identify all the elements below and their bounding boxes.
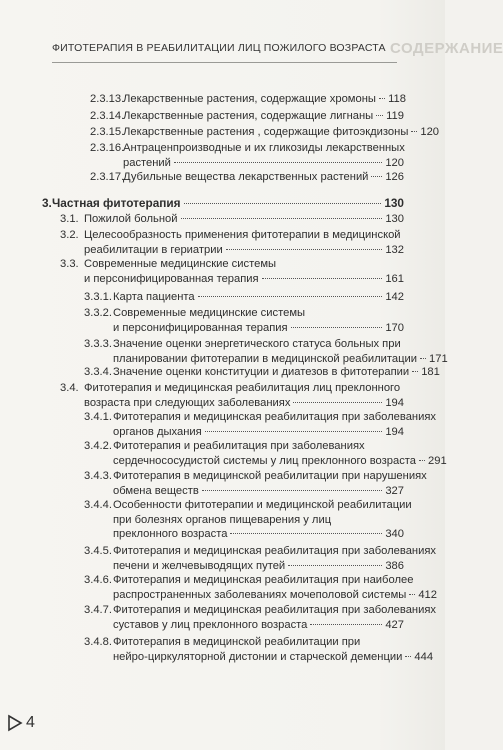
dot-leader [198, 296, 383, 297]
toc-entry-number: 3.3. [60, 258, 79, 270]
toc-entry-page-number: 171 [429, 352, 448, 365]
page-folio [8, 714, 35, 732]
toc-entry-title-line: Фитотерапия в медицинской реабилитации при нарушениях [113, 470, 427, 482]
facing-page-title-fragment: СОДЕРЖАНИЕ [390, 40, 503, 57]
dot-leader [310, 624, 382, 625]
toc-entry-title-line: растений [123, 156, 171, 169]
toc-entry-title-line: и персонифицированная терапия [84, 272, 259, 285]
toc-entry-title-line: и персонифицированная терапия [113, 321, 288, 334]
toc-entry-page-number: 194 [385, 396, 404, 409]
toc-entry-number: 3.3.2. [84, 307, 112, 319]
toc-entry-number: 3.2. [60, 229, 79, 241]
dot-leader [405, 656, 411, 657]
dot-leader [409, 594, 415, 595]
dot-leader [379, 98, 385, 99]
toc-entry-page-number: 170 [385, 321, 404, 334]
toc-entry-page-number: 427 [385, 618, 404, 631]
dot-leader [205, 431, 383, 432]
toc-entry-number: 3.3.3. [84, 338, 112, 350]
toc-entry-page-number: 194 [385, 425, 404, 438]
toc-entry-title-line: Карта пациента [113, 291, 195, 303]
toc-entry-title [113, 306, 404, 335]
dot-leader [226, 249, 383, 250]
toc-entry-title-line: Особенности фитотерапии и медицинской реабилитации [113, 499, 412, 511]
toc-entry-page-number: 444 [414, 650, 434, 663]
dot-leader [419, 460, 425, 461]
dot-leader [230, 533, 382, 534]
toc-entry-title [113, 603, 437, 632]
toc-entry-title [113, 290, 404, 305]
toc-entry-title [113, 469, 427, 498]
toc-entry-title-line: Фитотерапия и медицинская реабилитация лиц преклонного [84, 382, 401, 394]
toc-entry-title-line: Значение оценки энергетического статуса больных при [113, 338, 401, 350]
toc-entry-title-line: планировании фитотерапии в медицинской реабилитации [113, 352, 418, 365]
toc-entry-title-line: при болезнях органов пищеварения у лиц [113, 513, 332, 526]
toc-entry-number: 3.4. [60, 382, 79, 394]
toc-entry-page-number: 161 [385, 272, 404, 285]
triangle-right-icon [8, 715, 22, 731]
toc-entry-title-line: реабилитации в гериатрии [84, 243, 223, 256]
toc-entry-page-number: 126 [385, 171, 404, 183]
dot-leader [288, 565, 382, 566]
toc-entry-page-number: 181 [421, 366, 440, 378]
toc-entry-title [113, 365, 440, 380]
toc-entry-number: 3.4.1. [84, 411, 112, 423]
toc-entry-title [113, 498, 412, 542]
toc-entry-page-number: 340 [385, 528, 404, 540]
dot-leader [293, 402, 382, 403]
toc-entry-number: 3.4.6. [84, 574, 112, 586]
toc-entry-title-line: печени и желчевыводящих путей [113, 559, 286, 572]
toc-entry-page-number: 291 [428, 454, 447, 467]
toc-entry-number: 3.1. [60, 213, 79, 225]
toc-entry-title-line: суставов у лиц преклонного возраста [113, 618, 308, 631]
toc-entry-title-line: Лекарственные растения, содержащие лигнаны [123, 110, 374, 122]
toc-entry-title-line: возраста при следующих заболеваниях [84, 396, 291, 409]
toc-entry-number: 3.4.4. [84, 499, 112, 511]
dot-leader [371, 176, 382, 177]
toc-entry-title [123, 109, 404, 124]
toc-entry-title-line: обмена веществ [113, 484, 199, 497]
dot-leader [262, 278, 383, 279]
toc-entry-title [113, 337, 448, 366]
toc-entry-title [84, 212, 404, 227]
toc-entry-title-line: нейро-циркуляторной дистонии и старческой деменции [113, 650, 403, 663]
toc-entry-title-line: Фитотерапия и реабилитация при заболеваниях [113, 440, 365, 452]
toc-entry-number: 3.4.7. [84, 604, 112, 616]
toc-entry-page-number: 120 [420, 126, 440, 138]
toc-entry-title-line: сердечнососудистой системы у лиц преклонного возраста [113, 454, 417, 467]
toc-entry-title [84, 257, 404, 286]
toc-entry-number: 3.4.5. [84, 545, 112, 557]
toc-entry-page-number: 130 [384, 196, 404, 210]
toc-entry-title [52, 196, 404, 211]
running-title: ФИТОТЕРАПИЯ В РЕАБИЛИТАЦИИ ЛИЦ ПОЖИЛОГО ВОЗРАСТА [52, 42, 386, 54]
toc-entry-number: 3.3.1. [84, 291, 112, 303]
toc-entry-title [113, 439, 447, 468]
toc-entry-title-line: Фитотерапия и медицинская реабилитация при заболеваниях [113, 411, 437, 423]
dot-leader [411, 131, 417, 132]
toc-entry-number: 3.4.3. [84, 470, 112, 482]
toc-entry-title-line: Фитотерапия в медицинской реабилитации при [113, 636, 361, 648]
toc-entry-title [84, 228, 404, 257]
toc-entry-number: 3. [42, 196, 52, 210]
toc-entry-title [113, 544, 437, 573]
toc-entry-number: 3.4.8. [84, 636, 112, 648]
dot-leader [412, 371, 418, 372]
toc-entry-page-number: 120 [385, 156, 404, 169]
dot-leader [202, 490, 383, 491]
toc-entry-title [84, 381, 404, 410]
toc-entry-title-line: органов дыхания [113, 425, 202, 438]
toc-entry-title [123, 141, 404, 170]
dot-leader [291, 327, 383, 328]
toc-entry-title-line: Фитотерапия и медицинская реабилитация при наиболее [113, 574, 414, 586]
toc-entry-title-line: Пожилой больной [84, 213, 178, 225]
toc-entry-title-line: Современные медицинские системы [113, 307, 306, 319]
toc-entry-title-line: Лекарственные растения , содержащие фитоэкдизоны [123, 126, 409, 138]
toc-entry-number: 2.3.15. [90, 126, 125, 138]
toc-entry-title-line: Дубильные вещества лекарственных растений [123, 171, 369, 183]
dot-leader [420, 358, 426, 359]
toc-entry-title [113, 635, 434, 664]
toc-entry-title-line: Значение оценки конституции и диатезов в фитотерапии [113, 366, 410, 378]
toc-entry-title-line: Фитотерапия и медицинская реабилитация при заболеваниях [113, 604, 437, 616]
dot-leader [184, 203, 382, 204]
toc-entry-page-number: 130 [385, 213, 404, 225]
toc-entry-title [123, 125, 440, 140]
dot-leader [181, 218, 383, 219]
dot-leader [174, 162, 382, 163]
toc-entry-title-line: преклонного возраста [113, 528, 228, 540]
toc-entry-page-number: 132 [385, 243, 404, 256]
toc-entry-number: 2.3.17. [90, 171, 125, 183]
toc-entry-number: 2.3.14. [90, 110, 125, 122]
toc-entry-title-line: Частная фитотерапия [52, 196, 181, 210]
toc-entry-title [113, 410, 437, 439]
toc-entry-page-number: 412 [418, 588, 437, 601]
toc-entry-number: 2.3.13. [90, 93, 125, 105]
toc-entry-page-number: 142 [385, 291, 404, 303]
dot-leader [376, 115, 383, 116]
toc-entry-title-line: распространенных заболеваниях мочеполовой системы [113, 588, 407, 601]
page-number: 4 [26, 714, 35, 731]
toc-entry-number: 3.4.2. [84, 440, 112, 452]
toc-entry-number: 2.3.16. [90, 142, 125, 154]
toc-entry-title-line: Фитотерапия и медицинская реабилитация при заболеваниях [113, 545, 437, 557]
toc-entry-page-number: 327 [385, 484, 404, 497]
toc-entry-title-line: Лекарственные растения, содержащие хромоны [123, 93, 376, 105]
toc-entry-title-line: Целесообразность применения фитотерапии в медицинской [84, 229, 401, 241]
toc-entry-title-line: Современные медицинские системы [84, 258, 277, 270]
toc-entry-page-number: 119 [386, 110, 404, 122]
toc-entry-title [123, 170, 404, 185]
toc-entry-page-number: 118 [388, 93, 406, 105]
toc-entry-number: 3.3.4. [84, 366, 112, 378]
toc-entry-title [113, 573, 437, 602]
toc-entry-title-line: Антраценпроизводные и их гликозиды лекарственных [123, 142, 405, 154]
toc-entry-page-number: 386 [385, 559, 404, 572]
toc-entry-title [123, 92, 404, 107]
